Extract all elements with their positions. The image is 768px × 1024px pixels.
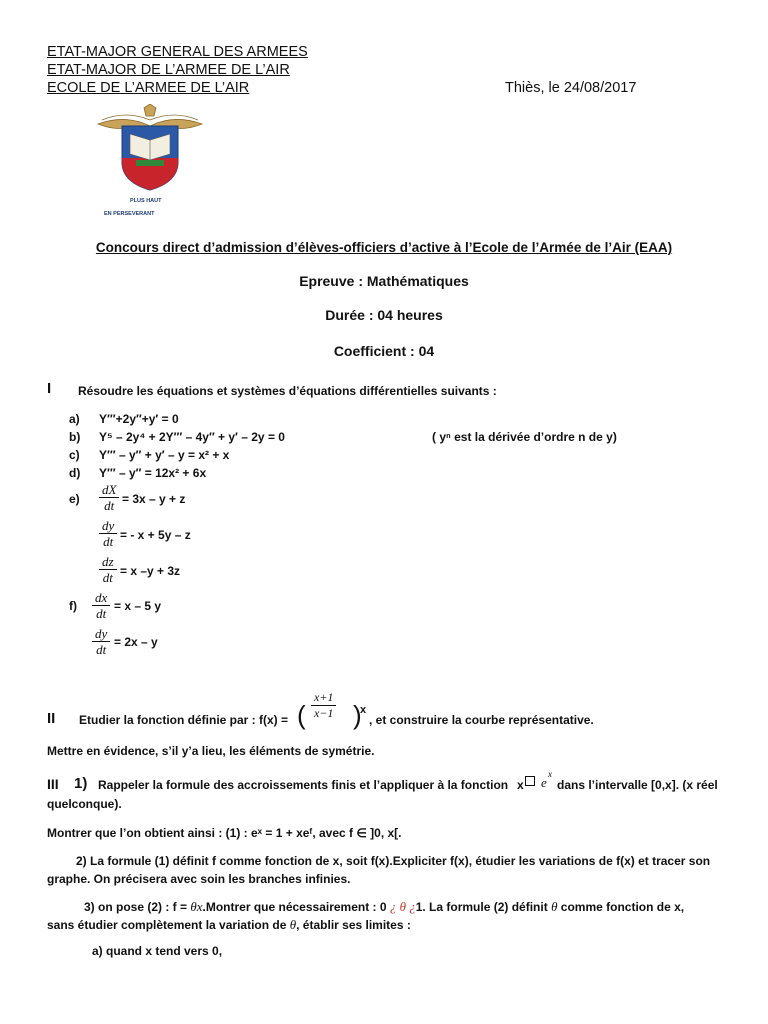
fraction-x-plus-1-over-x-minus-1 [311,690,336,721]
question-1-text: Rappeler la formule des accroissements finis et l’appliquer à la fonction [98,778,509,792]
fraction-dz-dt [99,554,117,585]
question-3-a: a) quand x tend vers 0, [92,944,223,958]
question-2-line-1: 2) La formule (1) définit f comme fonction de x, soit f(x).Expliciter f(x), étudier les variations de f(x) et tracer son [76,854,711,868]
item-a-equation: Y′′′+2y′′+y′ = 0 [99,412,179,426]
theta-symbol: θ [551,899,558,914]
item-b-note: ( yⁿ est la dérivée d’ordre n de y) [432,430,617,444]
fraction-numerator: dx [92,590,110,606]
motto-line-2: EN PERSEVERANT [104,211,155,217]
part-2-text: Etudier la fonction définie par : f(x) = [79,713,289,727]
header-line-2: ETAT-MAJOR DE L’ARMEE DE L’AIR [47,62,290,78]
function-variable: x [517,778,524,792]
fraction-denominator: dt [104,498,115,513]
item-f-label: f) [69,599,77,613]
question-1-number: 1) [74,775,88,792]
part-3-number: III [47,776,59,792]
duree-title: Durée : 04 heures [325,307,443,323]
question-3-line-1 [84,899,684,915]
motto-line-1: PLUS HAUT [130,198,162,204]
exponent-x: x [360,704,367,716]
item-d-label: d) [69,466,81,480]
inequality-symbols: ¿ θ ¿ [386,899,416,914]
fraction-denominator: dt [103,534,114,549]
part-2-text-end: , et construire la courbe représentative. [369,713,594,727]
left-paren: ( [297,700,306,730]
part-2-line-2: Mettre en évidence, s’il y’a lieu, les éléments de symétrie. [47,744,375,758]
fraction-dX-dt [99,482,119,513]
item-e-label: e) [69,492,80,506]
item-b-label: b) [69,430,81,444]
fraction-denominator: dt [96,606,107,621]
fraction-numerator: dX [99,482,119,498]
header-line-3: ECOLE DE L’ARMEE DE L’AIR [47,80,250,96]
fraction-denominator: dt [102,570,113,585]
item-e-eq2-rhs: = - x + 5y – z [120,528,191,542]
q3-post: 1. La formule (2) définit [415,900,552,914]
item-c-equation: Y′′′ – y′′ + y′ – y = x² + x [99,448,230,462]
part-2-number: II [47,710,56,727]
header-line-1: ETAT-MAJOR GENERAL DES ARMEES [47,44,308,60]
item-e-eq1-rhs: = 3x – y + z [122,492,186,506]
item-d-equation: Y′′′ – y′′ = 12x² + 6x [99,466,207,480]
q3-mid: .Montrer que nécessairement : 0 [202,900,387,914]
date: Thiès, le 24/08/2017 [505,80,637,96]
emblem-icon [96,104,204,192]
exponential-exponent: x [548,769,552,779]
item-e-eq3-rhs: = x –y + 3z [120,564,181,578]
part-1-intro: Résoudre les équations et systèmes d’équations différentielles suivants : [78,384,497,398]
theta-x: θx [190,899,203,914]
fraction-numerator: x+1 [311,690,336,706]
concours-title: Concours direct d’admission d’élèves-officiers d’active à l’Ecole de l’Armée de l’Air (EAA) [95,240,673,255]
item-c-label: c) [69,448,80,462]
fraction-dy-dt-f [92,626,110,657]
item-f-eq1-rhs: = x – 5 y [114,599,162,613]
fraction-numerator: dy [99,518,117,534]
question-1-line-3: Montrer que l’on obtient ainsi : (1) : eˣ = 1 + xeᶠ, avec f ∈ ]0, x[. [47,826,402,840]
item-a-label: a) [69,412,80,426]
item-f-eq2-rhs: = 2x – y [114,635,158,649]
q3-line2-b: , établir ses limites : [296,918,411,932]
fraction-dx-dt [92,590,110,621]
fraction-dy-dt [99,518,117,549]
fraction-denominator: x−1 [314,706,334,720]
question-1-text-end: dans l’intervalle [0,x]. (x réel [557,778,718,792]
question-2-line-2: graphe. On précisera avec soin les branches infinies. [47,872,351,886]
coefficient-title: Coefficient : 04 [333,343,435,359]
epreuve-title: Epreuve : Mathématiques [299,273,469,289]
exponential-e: e [541,775,547,790]
theta-symbol: θ [289,917,297,932]
part-1-number: I [47,380,52,397]
fraction-numerator: dy [92,626,110,642]
mapsto-symbol-icon [525,776,535,786]
item-b-equation: Y⁵ – 2y⁴ + 2Y′′′ – 4y′′ + y′ – 2y = 0 [99,430,285,444]
question-3-line-2 [47,917,411,933]
fraction-denominator: dt [96,642,107,657]
question-1-line-2: quelconque). [47,797,122,811]
fraction-numerator: dz [99,554,117,570]
right-paren: ) [353,700,362,730]
q3-line2-a: sans étudier complètement la variation de [47,918,290,932]
school-logo [96,104,204,192]
q3-post2: comme fonction de x, [557,900,685,914]
q3-pre: 3) on pose (2) : f = [84,900,191,914]
